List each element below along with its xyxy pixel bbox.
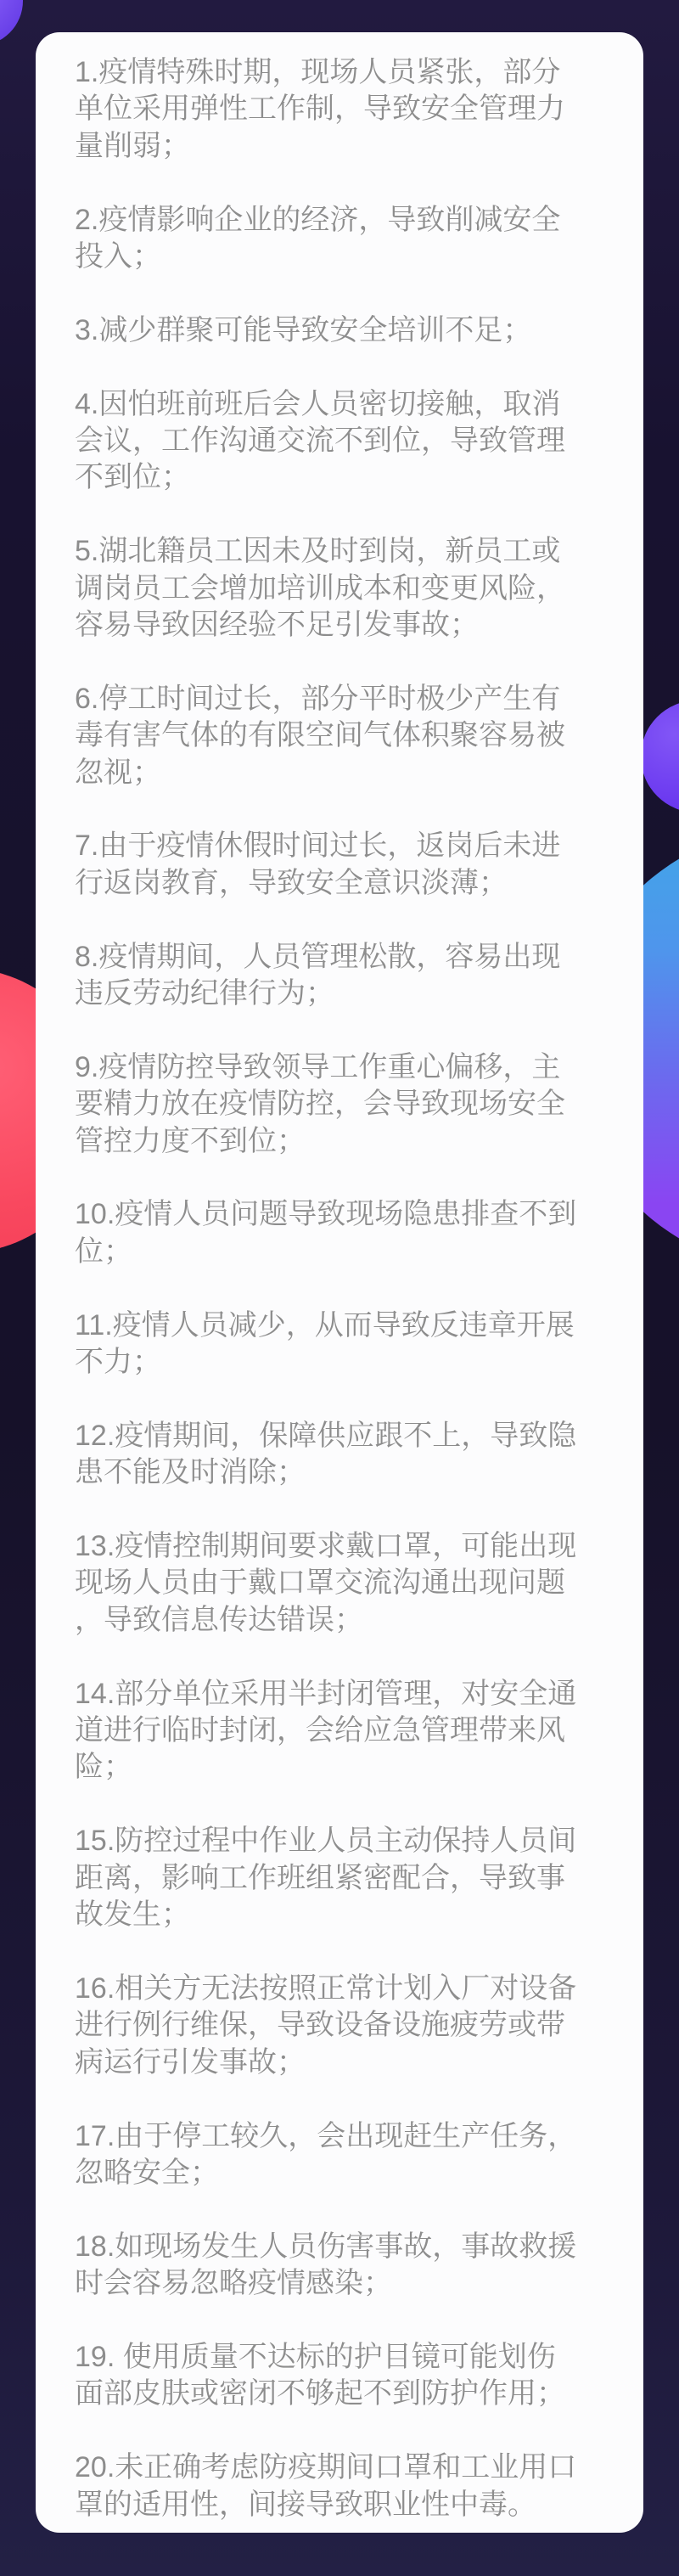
risk-item: 3.减少群聚可能导致安全培训不足；	[75, 313, 532, 346]
decor-circle-right-violet	[641, 700, 679, 813]
risk-item: 8.疫情期间，人员管理松散，容易出现违反劳动纪律行为；	[75, 940, 561, 1010]
risk-list	[75, 54, 581, 2523]
risk-item: 19. 使用质量不达标的护目镜可能划伤面部皮肤或密闭不够起不到防护作用；	[75, 2340, 565, 2410]
risk-item: 18.如现场发生人员伤害事故，事故救援时会容易忽略疫情感染；	[75, 2230, 577, 2300]
content-card	[36, 32, 643, 2533]
risk-item: 12.疫情期间，保障供应跟不上，导致隐患不能及时消除；	[75, 1419, 577, 1489]
risk-item: 9.疫情防控导致领导工作重心偏移，主要精力放在疫情防控，会导致现场安全管控力度不到位；	[75, 1050, 565, 1157]
risk-item: 2.疫情影响企业的经济，导致削减安全投入；	[75, 203, 561, 273]
decor-circle-top-left	[0, 0, 23, 46]
risk-item: 4.因怕班前班后会人员密切接触，取消会议，工作沟通交流不到位，导致管理不到位；	[75, 387, 565, 494]
risk-item: 5.湖北籍员工因未及时到岗，新员工或调岗员工会增加培训成本和变更风险，容易导致因经验不足引发事故；	[75, 535, 565, 642]
risk-item: 1.疫情特殊时期，现场人员紧张，部分单位采用弹性工作制，导致安全管理力量削弱；	[75, 56, 565, 162]
risk-item: 6.停工时间过长，部分平时极少产生有毒有害气体的有限空间气体积聚容易被忽视；	[75, 682, 565, 789]
risk-item: 7.由于疫情休假时间过长，返岗后未进行返岗教育，导致安全意识淡薄；	[75, 830, 561, 899]
risk-item: 17.由于停工较久，会出现赶生产任务，忽略安全；	[75, 2119, 577, 2189]
risk-item: 10.疫情人员问题导致现场隐患排查不到位；	[75, 1198, 577, 1268]
risk-item: 15.防控过程中作业人员主动保持人员间距离，影响工作班组紧密配合，导致事故发生；	[75, 1825, 577, 1932]
risk-item: 11.疫情人员减少，从而导致反违章开展不力；	[75, 1308, 575, 1379]
risk-item: 13.疫情控制期间要求戴口罩，可能出现现场人员由于戴口罩交流沟通出现问题，导致信息传达错误；	[75, 1530, 577, 1636]
risk-item: 16.相关方无法按照正常计划入厂对设备进行例行维保，导致设备设施疲劳或带病运行引发事故；	[75, 1971, 577, 2078]
risk-item: 14.部分单位采用半封闭管理，对安全通道进行临时封闭，会给应急管理带来风险；	[75, 1677, 577, 1784]
risk-item: 20.未正确考虑防疫期间口罩和工业用口罩的适用性，间接导致职业性中毒。	[75, 2451, 577, 2521]
